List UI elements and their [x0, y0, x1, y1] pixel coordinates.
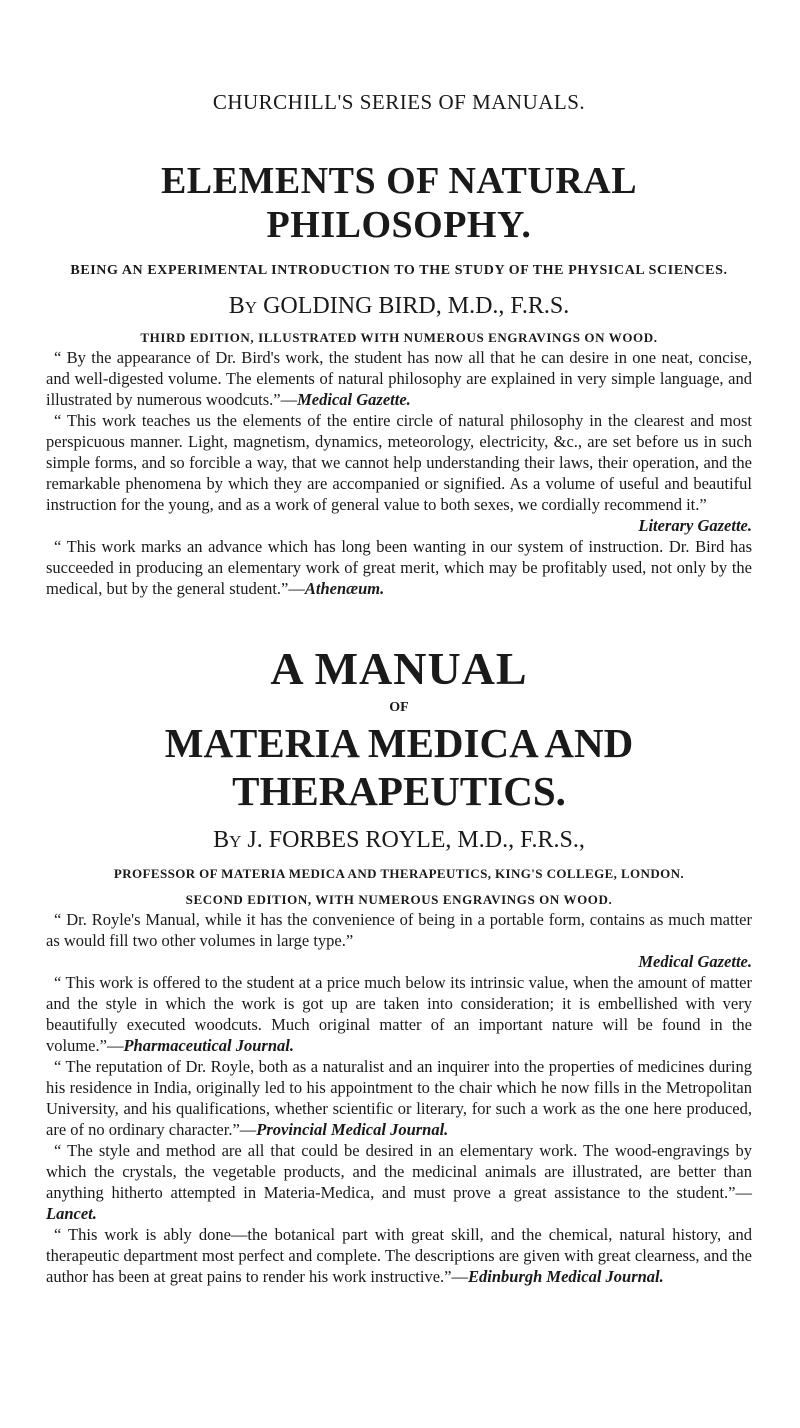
book2-title-top: A MANUAL [270, 643, 528, 694]
book2-review-2 [46, 972, 752, 1056]
book1-review-3 [46, 536, 752, 599]
review-source: Pharmaceutical Journal. [123, 1036, 294, 1055]
book1-author-prefix: By [228, 293, 258, 319]
review-text: “ By the appearance of Dr. Bird's work, the student has now all that he can desire in one neat, concise, and well-digested volume. The elements of natural philosophy are explained in very simple language, and illustrated by numerous woodcuts.”— [46, 348, 752, 409]
book1-edition: THIRD EDITION, ILLUSTRATED WITH NUMEROUS ENGRAVINGS ON WOOD. [140, 330, 658, 345]
book2-title-main: MATERIA MEDICA AND THERAPEUTICS. [164, 720, 634, 814]
book2-review-3 [46, 1056, 752, 1140]
review-text: “ Dr. Royle's Manual, while it has the convenience of being in a portable form, contains as much matter as would fill two other volumes in large type.” [46, 910, 752, 950]
book2-review-1 [46, 909, 752, 951]
book1-review-2 [46, 410, 752, 515]
book2-review-4 [46, 1140, 752, 1224]
book2-position: PROFESSOR OF MATERIA MEDICA AND THERAPEUTICS, KING'S COLLEGE, LONDON. [113, 866, 685, 881]
book2-title-of: OF [389, 700, 409, 715]
page [0, 90, 800, 1428]
book2-review-1-source: Medical Gazette. [638, 952, 752, 971]
book1-subtitle: BEING AN EXPERIMENTAL INTRODUCTION TO THE STUDY OF THE PHYSICAL SCIENCES. [70, 263, 728, 278]
review-text: “ This work is ably done—the botanical part with great skill, and the chemical, natural history, and therapeutic department most perfect and complete. The descriptions are given with great clearness, and the author has been at great pains to render his work instructive.”— [46, 1225, 752, 1286]
book2-author [46, 825, 752, 855]
series-heading: CHURCHILL'S SERIES OF MANUALS. [212, 90, 586, 114]
review-text: “ The reputation of Dr. Royle, both as a naturalist and an inquirer into the properties of medicines during his residence in India, originally led to his appointment to the chair which he now fills in the Metropolitan University, and his qualifications, whether scientific or literary, for such a work as the one here produced, are of no ordinary character.”— [46, 1057, 752, 1139]
book1-review-1 [46, 347, 752, 410]
book2-edition: SECOND EDITION, WITH NUMEROUS ENGRAVINGS ON WOOD. [185, 892, 613, 907]
book2-author-prefix: By [213, 827, 242, 853]
review-text: “ This work is offered to the student at a price much below its intrinsic value, when the amount of matter and the style in which the work is got up are taken into consideration; it is embellished with very beautifully executed woodcuts. Much original matter of an important nature will be found in the volume.”— [46, 973, 752, 1055]
book1-author [46, 291, 752, 321]
review-text: “ This work teaches us the elements of the entire circle of natural philosophy in the clearest and most perspicuous manner. Light, magnetism, dynamics, meteorology, electricity, &c., are set before us in such simple forms, and so forcible a way, that we cannot help understanding their laws, their operation, and the remarkable phenomena by which they are accompanied or signified. As a volume of useful and beautiful instruction for the young, and as a work of general value to both sexes, we cordially recommend it.” [46, 411, 752, 514]
book1-title: ELEMENTS OF NATURAL PHILOSOPHY. [160, 160, 638, 246]
book1-review-2-source: Literary Gazette. [638, 516, 752, 535]
review-source: Edinburgh Medical Journal. [468, 1267, 664, 1286]
book2-review-5 [46, 1224, 752, 1287]
review-text: “ This work marks an advance which has long been wanting in our system of instruction. Dr. Bird has succeeded in producing an elementary work of great merit, which may be profitably used, not only by the medical, but by the general student.”— [46, 537, 752, 598]
review-text: “ The style and method are all that could be desired in an elementary work. The wood-engravings by which the crystals, the vegetable products, and the medicinal animals are illustrated, are better than anything hitherto attempted in Materia-Medica, and must prove a great assistance to the student.”— [46, 1141, 752, 1202]
book2-author-name: J. FORBES ROYLE, M.D., F.R.S., [247, 827, 585, 853]
review-source: Athenæum. [304, 579, 385, 598]
book1-author-name: GOLDING BIRD, M.D., F.R.S. [263, 293, 570, 319]
review-source: Provincial Medical Journal. [256, 1120, 449, 1139]
review-source: Lancet. [46, 1204, 97, 1223]
review-source: Medical Gazette. [297, 390, 411, 409]
